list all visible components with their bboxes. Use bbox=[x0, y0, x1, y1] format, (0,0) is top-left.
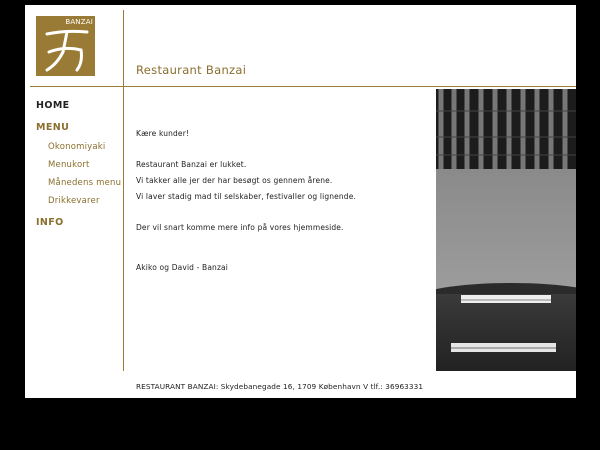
more-info-text: Der vil snart komme mere info på vores hjemmeside. bbox=[136, 223, 344, 232]
nav-sub-drikkevarer[interactable]: Drikkevarer bbox=[48, 196, 100, 206]
nav-sub-okonomiyaki[interactable]: Okonomiyaki bbox=[48, 142, 106, 152]
banzai-logo[interactable] bbox=[36, 16, 95, 76]
nav-home-link[interactable]: HOME bbox=[36, 100, 70, 111]
left-divider bbox=[123, 10, 124, 371]
greeting-text: Kære kunder! bbox=[136, 129, 190, 138]
closed-notice: Restaurant Banzai er lukket. bbox=[136, 160, 247, 169]
catering-text: Vi laver stadig mad til selskaber, festivaller og lignende. bbox=[136, 192, 357, 201]
signature-text: Akiko og David - Banzai bbox=[136, 263, 229, 272]
header-divider bbox=[30, 86, 576, 87]
footer-address: RESTAURANT BANZAI: Skydebanegade 16, 1709 København V tlf.: 36963331 bbox=[136, 382, 424, 391]
chopsticks-photo-image bbox=[436, 89, 576, 371]
nav-sub-maanedens-menu[interactable]: Månedens menu bbox=[48, 178, 122, 188]
nav-menu-link[interactable]: MENU bbox=[36, 122, 70, 133]
kanji-logo-icon bbox=[41, 26, 91, 72]
restaurant-photo bbox=[436, 89, 576, 371]
site-title: Restaurant Banzai bbox=[136, 63, 247, 77]
logo-label: BANZAI bbox=[65, 18, 93, 26]
nav-sub-menukort[interactable]: Menukort bbox=[48, 160, 90, 170]
page-container bbox=[25, 5, 576, 398]
thanks-text: Vi takker alle jer der har besøgt os gennem årene. bbox=[136, 176, 333, 185]
nav-info-link[interactable]: INFO bbox=[36, 217, 64, 228]
